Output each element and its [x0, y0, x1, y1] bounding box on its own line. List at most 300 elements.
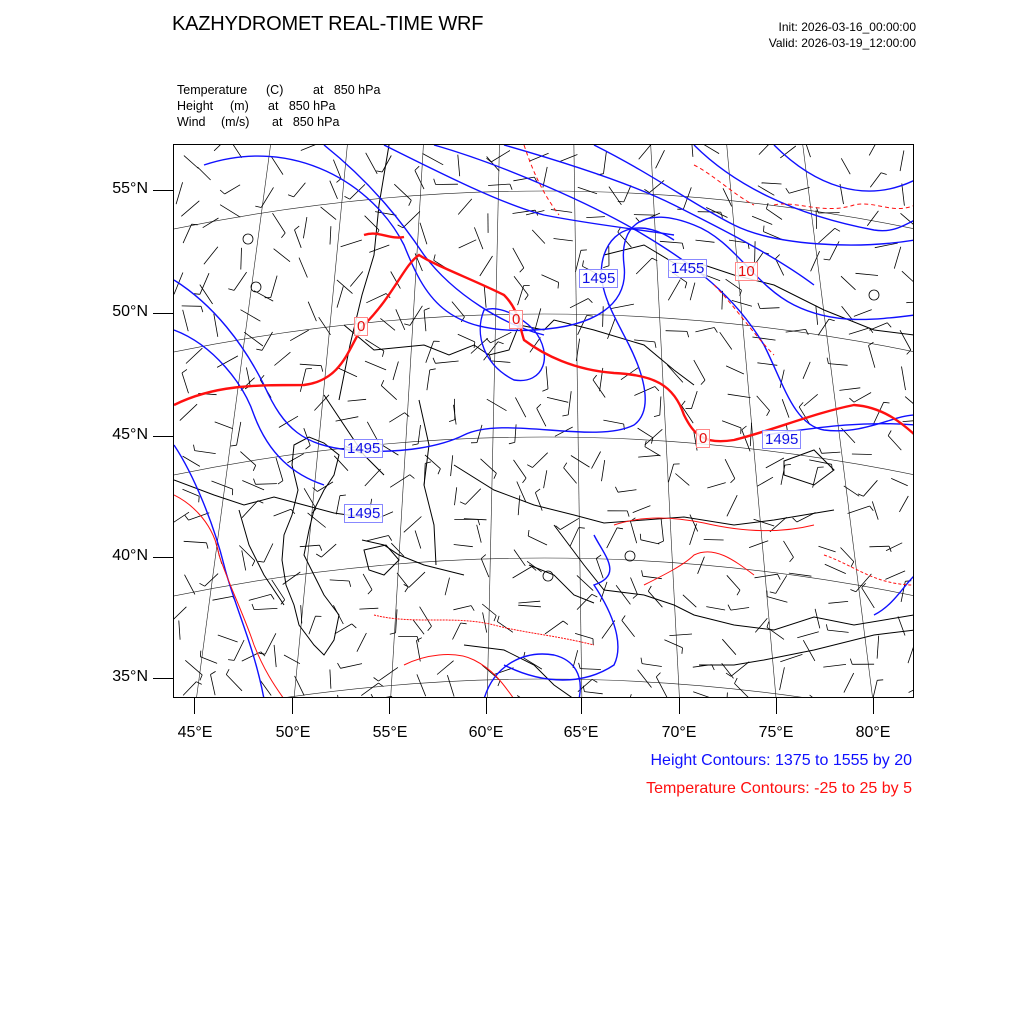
wind-barb	[179, 621, 180, 640]
longitude-label: 45°E	[177, 724, 213, 741]
wind-barb	[357, 633, 367, 652]
wind-barb	[295, 676, 305, 696]
wind-barb-feather	[486, 339, 490, 343]
wind-barb	[205, 574, 218, 587]
wind-barb	[683, 595, 696, 607]
wind-barb-feather	[850, 659, 852, 665]
wind-barb	[604, 151, 607, 173]
valid-time: Valid: 2026-03-19_12:00:00	[768, 36, 916, 50]
wind-barb-feather	[196, 682, 201, 685]
wind-barb	[841, 276, 856, 290]
wind-barb	[638, 455, 659, 457]
wind-barb	[804, 394, 818, 406]
wind-barb	[891, 478, 908, 485]
wind-barb	[458, 334, 475, 342]
wind-barb	[780, 667, 785, 690]
wind-barb-feather	[379, 683, 384, 687]
wind-barb	[225, 185, 241, 194]
wind-barb	[886, 543, 902, 551]
wind-barb-feather	[194, 445, 195, 451]
wind-barb	[535, 308, 541, 329]
height-contour-line	[774, 145, 914, 191]
wind-barb	[366, 153, 378, 174]
wind-barb	[518, 495, 520, 515]
variable-unit: (C)	[266, 83, 284, 97]
wind-barb	[518, 286, 524, 306]
wind-barb-feather	[254, 479, 256, 485]
wind-barb-feather	[381, 380, 384, 385]
wind-barb	[480, 256, 493, 276]
wind-barb	[532, 230, 545, 244]
weather-map-panel	[173, 144, 914, 698]
height-contour-label: 1455	[668, 259, 707, 278]
wind-barb	[481, 459, 497, 474]
wind-barb	[622, 620, 635, 636]
wind-barb	[636, 258, 652, 274]
longitude-tick	[194, 698, 195, 714]
wind-barb	[378, 667, 398, 681]
wind-barb	[264, 544, 273, 563]
wind-barb	[234, 272, 247, 290]
wind-barb	[602, 460, 605, 481]
wind-barb	[213, 596, 233, 600]
wind-barb-feather	[687, 331, 689, 337]
variable-level: at 850 hPa	[268, 99, 336, 113]
wind-barb	[184, 541, 207, 543]
wind-barb-feather	[563, 621, 568, 625]
wind-barb	[690, 524, 697, 545]
wind-barb-feather	[786, 188, 789, 193]
wind-barb	[735, 684, 750, 699]
latitude-label: 40°N	[112, 547, 148, 564]
wind-barb	[578, 187, 597, 194]
longitude-tick	[581, 698, 582, 714]
wind-barb	[254, 608, 277, 609]
wind-barb	[527, 561, 542, 572]
wind-barb	[363, 574, 372, 590]
wind-barb	[899, 496, 908, 512]
wind-barb	[214, 145, 230, 151]
wind-barb	[458, 199, 472, 215]
wind-barb-feather	[615, 487, 618, 492]
wind-barb-feather	[376, 171, 382, 172]
wind-barb-feather	[258, 561, 264, 562]
wind-barb	[350, 272, 363, 287]
wind-barb-feather	[498, 342, 504, 344]
meridian-line	[574, 145, 582, 698]
height-contour-line	[174, 445, 264, 698]
wind-barb-feather	[654, 415, 660, 417]
wind-barb-feather	[321, 366, 322, 372]
longitude-label: 70°E	[661, 724, 697, 741]
wind-barb	[195, 451, 216, 454]
longitude-tick	[486, 698, 487, 714]
wind-barb	[181, 201, 199, 217]
wind-barb-feather	[253, 465, 255, 471]
wind-barb-feather	[579, 528, 585, 529]
wind-barb	[603, 306, 604, 327]
wind-barb-feather	[764, 226, 765, 232]
wind-barb	[731, 608, 749, 611]
wind-barb	[828, 601, 848, 603]
wind-barb-feather	[562, 415, 568, 416]
wind-barb-feather	[622, 616, 625, 621]
wind-barb	[198, 167, 211, 180]
wind-barb	[341, 240, 362, 247]
wind-barb	[803, 362, 810, 379]
wind-barb	[186, 348, 202, 363]
wind-barb	[596, 559, 603, 579]
wind-barb	[607, 528, 617, 548]
wind-barb	[542, 275, 559, 283]
wind-barb	[301, 605, 302, 623]
temperature-contour-label: 0	[509, 310, 523, 329]
wind-barb-feather	[340, 495, 346, 496]
wind-barb-feather	[658, 541, 664, 543]
wind-barb-feather	[640, 534, 641, 540]
wind-barb	[634, 215, 656, 216]
wind-barb	[638, 428, 653, 438]
wind-barb-feather	[618, 201, 624, 202]
wind-barb-feather	[770, 592, 776, 594]
wind-barb	[241, 378, 255, 391]
wind-barb	[537, 408, 546, 426]
wind-barb-feather	[252, 561, 255, 566]
meridian-line	[726, 145, 777, 698]
wind-barb-feather	[412, 444, 418, 445]
wind-barb-feather	[382, 351, 384, 357]
wind-barb	[852, 454, 872, 455]
temperature-contour-legend: Temperature Contours: -25 to 25 by 5	[646, 780, 912, 797]
wind-barb	[491, 361, 511, 363]
latitude-tick	[153, 678, 173, 679]
wind-barb	[215, 422, 233, 429]
wind-barb	[631, 578, 638, 595]
wind-barb	[452, 302, 465, 317]
wind-barb-feather	[460, 502, 465, 505]
wind-barb-feather	[313, 488, 318, 492]
wind-barb	[426, 341, 434, 363]
wind-barb	[180, 404, 197, 420]
wind-barb	[338, 368, 357, 377]
wind-barb-feather	[648, 586, 651, 591]
wind-barb	[261, 187, 273, 207]
wind-barb	[241, 248, 242, 270]
wind-barb-feather	[849, 398, 854, 402]
meridian-line	[650, 145, 680, 698]
wind-barb	[334, 456, 348, 471]
station-circle	[251, 282, 261, 292]
variable-name: Wind	[177, 115, 206, 129]
wind-barb	[564, 468, 577, 484]
wind-barb	[183, 489, 200, 496]
wind-barb	[276, 458, 283, 481]
wind-barb	[410, 306, 422, 326]
border-line	[344, 325, 519, 355]
wind-barb-feather	[829, 319, 835, 321]
wind-barb-feather	[682, 648, 683, 654]
wind-barb	[515, 424, 516, 442]
wind-barb	[330, 670, 331, 689]
wind-barb	[420, 607, 432, 627]
wind-barb	[559, 155, 577, 162]
wind-barb-feather	[642, 570, 643, 576]
wind-barb	[869, 346, 875, 368]
height-contours	[174, 145, 914, 698]
wind-barb-feather	[424, 308, 430, 310]
wind-barb-feather	[405, 413, 410, 417]
wind-barb	[330, 580, 350, 581]
forecast-times	[769, 19, 916, 51]
longitude-label: 65°E	[563, 724, 599, 741]
station-circle	[869, 290, 879, 300]
wind-barb-feather	[579, 663, 581, 669]
wind-barb	[844, 486, 859, 496]
lake-outline	[364, 545, 399, 575]
wind-barb	[474, 227, 483, 249]
wind-barb	[547, 397, 568, 402]
wind-barb	[630, 521, 636, 543]
wind-barb-feather	[228, 660, 234, 661]
wind-barb	[906, 301, 914, 303]
wind-barb	[722, 421, 741, 428]
weather-map-canvas	[174, 145, 914, 698]
wind-barb	[232, 145, 242, 158]
wind-barb	[828, 364, 847, 366]
wind-barb-feather	[826, 624, 827, 630]
border-line	[339, 145, 389, 400]
wind-barb	[818, 319, 829, 335]
wind-barb-feather	[877, 680, 883, 681]
wind-barb	[704, 540, 724, 541]
wind-barb	[660, 397, 661, 416]
wind-barb	[869, 546, 889, 547]
wind-barb	[560, 518, 579, 529]
wind-barb	[819, 546, 836, 552]
height-contour-line	[324, 145, 544, 335]
wind-barb	[618, 490, 636, 493]
wind-barb-feather	[295, 226, 300, 230]
border-line	[239, 510, 284, 605]
wind-barb-feather	[523, 478, 527, 483]
wind-barb-feather	[799, 402, 803, 407]
wind-barb	[701, 145, 719, 154]
wind-barb-feather	[850, 590, 856, 592]
wind-barb-feather	[478, 519, 480, 525]
wind-barb	[776, 575, 787, 593]
wind-barb	[854, 310, 872, 317]
wind-barb-feather	[434, 179, 436, 185]
wind-barb	[690, 515, 698, 532]
wind-barb	[573, 650, 578, 668]
wind-barb	[864, 480, 878, 496]
wind-barb-feather	[207, 543, 209, 549]
wind-barb	[909, 682, 914, 693]
wind-barb	[839, 388, 860, 391]
wind-barb-feather	[603, 266, 609, 268]
wind-barb	[274, 352, 290, 365]
wind-barb	[244, 332, 263, 346]
wind-barb	[804, 145, 811, 157]
variable-name: Temperature	[177, 83, 248, 97]
wind-barb	[707, 483, 725, 488]
wind-barb	[242, 550, 246, 570]
wind-barb-feather	[430, 369, 436, 370]
wind-barb-feather	[510, 184, 512, 190]
wind-barb-feather	[778, 574, 781, 579]
wind-barb	[487, 157, 500, 172]
wind-barb	[176, 182, 183, 204]
longitude-tick	[873, 698, 874, 714]
wind-barb	[239, 546, 255, 561]
wind-barb	[888, 436, 901, 450]
wind-barb	[336, 496, 340, 515]
wind-barb-feather	[525, 295, 528, 300]
wind-barb	[667, 365, 683, 382]
wind-barb	[757, 363, 777, 366]
wind-barb-feather	[728, 605, 731, 610]
wind-barb	[481, 559, 489, 578]
wind-barb	[867, 211, 878, 226]
height-contour-label: 1495	[344, 439, 383, 458]
wind-barb	[174, 607, 186, 620]
wind-barb	[271, 157, 283, 175]
wind-barb-feather	[735, 678, 738, 683]
wind-barb	[757, 477, 773, 486]
wind-barb-feather	[714, 328, 717, 333]
wind-barb	[301, 145, 323, 151]
wind-barb-feather	[824, 259, 830, 260]
wind-barb	[816, 210, 817, 229]
wind-barb	[797, 632, 819, 638]
wind-barb	[625, 694, 631, 698]
wind-barb	[762, 183, 782, 184]
wind-barb	[755, 618, 767, 632]
wind-barb	[262, 332, 272, 350]
wind-barb	[234, 640, 244, 660]
wind-barb	[546, 366, 548, 389]
wind-barb-feather	[835, 228, 840, 231]
wind-barb	[706, 607, 725, 610]
wind-barb	[256, 484, 277, 485]
wind-barb	[337, 280, 353, 294]
meridian-line	[195, 145, 272, 698]
wind-barb	[366, 536, 389, 542]
wind-barb-feather	[438, 469, 440, 475]
wind-barb	[749, 541, 768, 548]
wind-barb	[465, 489, 480, 505]
wind-barb	[242, 481, 264, 490]
wind-barb	[554, 239, 573, 241]
wind-barb	[603, 420, 623, 424]
wind-barb	[668, 280, 680, 301]
wind-barb	[404, 517, 422, 533]
wind-barb	[240, 452, 255, 466]
wind-barb-feather	[819, 448, 821, 454]
wind-barb	[389, 413, 404, 423]
wind-barb	[902, 271, 914, 284]
variable-row-height	[177, 98, 380, 114]
wind-barb	[841, 158, 850, 174]
wind-barb	[300, 364, 322, 366]
latitude-tick	[153, 190, 173, 191]
wind-barb	[184, 156, 199, 169]
wind-barb-feather	[374, 678, 379, 682]
wind-barb	[394, 184, 411, 200]
wind-barb-feather	[231, 445, 237, 446]
wind-barb-feather	[494, 616, 496, 622]
wind-barb	[725, 459, 735, 478]
wind-barb	[695, 328, 714, 332]
wind-barb-feather	[806, 329, 809, 334]
wind-barb	[902, 367, 906, 391]
wind-barb	[570, 299, 588, 308]
longitude-tick	[679, 698, 680, 714]
wind-barb-feather	[255, 206, 261, 207]
wind-barb	[218, 635, 238, 642]
latitude-tick	[153, 557, 173, 558]
wind-barb	[423, 154, 444, 165]
wind-barb	[661, 518, 664, 541]
wind-barb	[722, 291, 723, 310]
wind-barb	[488, 184, 510, 185]
latitude-label: 45°N	[112, 426, 148, 443]
wind-barb	[578, 315, 587, 334]
wind-barb-feather	[737, 590, 740, 595]
parallel-line	[174, 314, 914, 354]
wind-barb	[424, 310, 426, 331]
variable-row-wind	[177, 114, 380, 130]
wind-barb-feather	[587, 315, 593, 316]
wind-barb	[869, 145, 880, 155]
wind-barb	[437, 661, 454, 675]
wind-barb-feather	[588, 299, 592, 303]
wind-barb	[200, 657, 217, 664]
wind-barb	[299, 258, 307, 278]
wind-barb	[459, 240, 477, 248]
latitude-label: 35°N	[112, 668, 148, 685]
wind-barb-feather	[352, 624, 357, 628]
wind-barb	[586, 217, 605, 218]
wind-barb-feather	[256, 349, 262, 350]
wind-barb	[182, 373, 189, 393]
wind-barb	[403, 211, 420, 227]
temperature-contour-label: 0	[354, 317, 368, 336]
wind-barb	[451, 455, 453, 476]
wind-barb-feather	[558, 282, 559, 288]
wind-barb	[491, 151, 510, 163]
wind-barb-feather	[281, 233, 285, 238]
station-circle	[243, 234, 253, 244]
wind-barb	[816, 305, 818, 324]
wind-barb-feather	[211, 671, 216, 674]
wind-barb-feather	[731, 479, 735, 483]
wind-barb	[365, 469, 381, 486]
wind-barb	[341, 664, 363, 669]
wind-barb	[624, 185, 631, 202]
wind-barb	[321, 207, 337, 220]
wind-barb	[675, 474, 689, 486]
latitude-tick	[153, 313, 173, 314]
variable-row-temperature	[177, 82, 380, 98]
wind-barb	[789, 573, 812, 576]
wind-barb	[515, 397, 525, 417]
wind-barb	[642, 664, 662, 667]
wind-barb	[303, 217, 307, 238]
wind-barb-feather	[758, 303, 760, 309]
wind-barb	[361, 683, 378, 696]
longitude-tick	[292, 698, 293, 714]
